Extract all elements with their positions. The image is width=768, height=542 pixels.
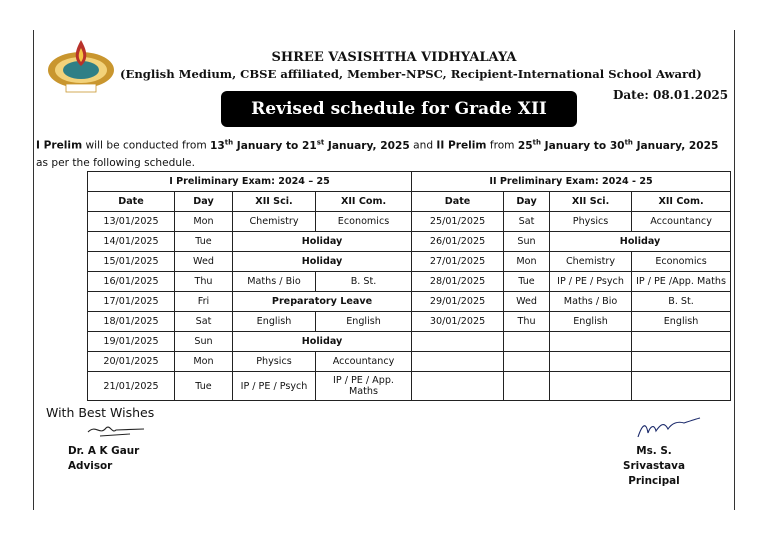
date-cell: 29/01/2025	[412, 292, 504, 312]
day-cell: Sun	[175, 332, 233, 352]
col-header: Day	[504, 192, 550, 212]
start1-sup: th	[224, 138, 234, 146]
day-cell: Mon	[504, 252, 550, 272]
sci-cell: Maths / Bio	[233, 272, 316, 292]
empty-cell	[504, 332, 550, 352]
date-cell: 14/01/2025	[88, 232, 175, 252]
banner-title-text: Revised schedule for Grade XII	[251, 99, 547, 119]
date-cell: 13/01/2025	[88, 212, 175, 232]
exam2-name: II Prelim	[436, 139, 487, 152]
table-row	[88, 352, 731, 372]
empty-cell	[632, 352, 731, 372]
empty-cell	[632, 372, 731, 401]
end2-day: 30	[609, 139, 625, 152]
schedule-table	[87, 171, 731, 401]
table-row	[88, 372, 731, 401]
column-headers	[88, 192, 731, 212]
closing-wishes: With Best Wishes	[46, 405, 155, 420]
group2-title: II Preliminary Exam: 2024 - 25	[412, 172, 731, 192]
merged-cell: Holiday	[550, 232, 731, 252]
merged-cell: Preparatory Leave	[233, 292, 412, 312]
intro-text: and	[409, 139, 437, 152]
com-cell: Accountancy	[632, 212, 731, 232]
table-row	[88, 312, 731, 332]
table-row	[88, 232, 731, 252]
exam1-start	[210, 140, 410, 152]
date-cell: 25/01/2025	[412, 212, 504, 232]
com-cell: IP / PE / App. Maths	[316, 372, 412, 401]
sci-cell: English	[550, 312, 632, 332]
start1-day: 13	[210, 139, 225, 152]
empty-cell	[412, 332, 504, 352]
merged-cell: Holiday	[233, 332, 412, 352]
principal-block	[604, 444, 704, 489]
group1-title: I Preliminary Exam: 2024 – 25	[88, 172, 412, 192]
date-cell: 16/01/2025	[88, 272, 175, 292]
sci-cell: Chemistry	[233, 212, 316, 232]
com-cell: B. St.	[632, 292, 731, 312]
date-cell: 15/01/2025	[88, 252, 175, 272]
merged-cell: Holiday	[233, 252, 412, 272]
sci-cell: IP / PE / Psych	[550, 272, 632, 292]
sci-cell: Physics	[550, 212, 632, 232]
intro-text: will be conducted from	[82, 139, 211, 152]
intro-paragraph	[36, 134, 726, 172]
date-cell: 27/01/2025	[412, 252, 504, 272]
day-cell: Thu	[504, 312, 550, 332]
day-cell: Fri	[175, 292, 233, 312]
advisor-block	[68, 444, 139, 474]
start2-sup: th	[532, 138, 541, 146]
com-cell: Economics	[316, 212, 412, 232]
principal-name: Ms. S. Srivastava	[623, 445, 685, 472]
start1-rest: January to	[233, 139, 302, 152]
date-cell: 20/01/2025	[88, 352, 175, 372]
sci-cell: IP / PE / Psych	[233, 372, 316, 401]
school-name: SHREE VASISHTHA VIDHYALAYA	[271, 50, 517, 65]
day-cell: Tue	[175, 372, 233, 401]
start2-day: 25	[517, 139, 533, 152]
day-cell: Tue	[175, 232, 233, 252]
com-cell: English	[316, 312, 412, 332]
col-header: Day	[175, 192, 233, 212]
school-emblem-icon	[44, 36, 118, 94]
end1-rest: January, 2025	[324, 139, 410, 152]
date-cell: 17/01/2025	[88, 292, 175, 312]
com-cell: B. St.	[316, 272, 412, 292]
empty-cell	[550, 352, 632, 372]
advisor-role: Advisor	[68, 460, 113, 472]
day-cell: Mon	[175, 212, 233, 232]
empty-cell	[550, 372, 632, 401]
com-cell: English	[632, 312, 731, 332]
end1-sup: st	[316, 138, 325, 146]
com-cell: Accountancy	[316, 352, 412, 372]
date-cell: 28/01/2025	[412, 272, 504, 292]
table-row	[88, 272, 731, 292]
empty-cell	[412, 372, 504, 401]
exam1-name: I Prelim	[36, 139, 83, 152]
intro-text: as per the following schedule.	[36, 156, 195, 169]
day-cell: Tue	[504, 272, 550, 292]
end2-sup: th	[624, 138, 633, 146]
day-cell: Wed	[504, 292, 550, 312]
advisor-name: Dr. A K Gaur	[68, 445, 140, 457]
end2-rest: January, 2025	[632, 139, 719, 152]
date-cell: 21/01/2025	[88, 372, 175, 401]
sci-cell: English	[233, 312, 316, 332]
date-cell: 30/01/2025	[412, 312, 504, 332]
day-cell: Sat	[175, 312, 233, 332]
col-header: XII Com.	[632, 192, 731, 212]
table-row	[88, 212, 731, 232]
school-subtitle: (English Medium, CBSE affiliated, Member-NPSC, Recipient-International School Award)	[120, 67, 702, 81]
com-cell: IP / PE /App. Maths	[632, 272, 731, 292]
intro-text: from	[486, 139, 518, 152]
col-header: XII Sci.	[550, 192, 632, 212]
col-header: XII Sci.	[233, 192, 316, 212]
date-cell: 19/01/2025	[88, 332, 175, 352]
date-cell: 26/01/2025	[412, 232, 504, 252]
advisor-signature	[86, 420, 146, 440]
merged-cell: Holiday	[233, 232, 412, 252]
sci-cell: Maths / Bio	[550, 292, 632, 312]
principal-role: Principal	[628, 475, 680, 487]
empty-cell	[504, 372, 550, 401]
sci-cell: Chemistry	[550, 252, 632, 272]
page-border-left	[33, 30, 34, 510]
principal-signature	[634, 415, 702, 441]
empty-cell	[632, 332, 731, 352]
com-cell: Economics	[632, 252, 731, 272]
page-border-right	[734, 30, 735, 510]
exam2-range	[518, 140, 719, 152]
day-cell: Thu	[175, 272, 233, 292]
table-row	[88, 332, 731, 352]
day-cell: Sat	[504, 212, 550, 232]
col-header: Date	[412, 192, 504, 212]
sci-cell: Physics	[233, 352, 316, 372]
day-cell: Mon	[175, 352, 233, 372]
table-row	[88, 292, 731, 312]
notice-date: Date: 08.01.2025	[613, 88, 729, 102]
day-cell: Sun	[504, 232, 550, 252]
day-cell: Wed	[175, 252, 233, 272]
date-cell: 18/01/2025	[88, 312, 175, 332]
col-header: Date	[88, 192, 175, 212]
table-row	[88, 252, 731, 272]
empty-cell	[412, 352, 504, 372]
end1-day: 21	[301, 139, 317, 152]
empty-cell	[550, 332, 632, 352]
empty-cell	[504, 352, 550, 372]
col-header: XII Com.	[316, 192, 412, 212]
start2-rest: January to	[540, 139, 610, 152]
banner-title	[221, 91, 577, 127]
